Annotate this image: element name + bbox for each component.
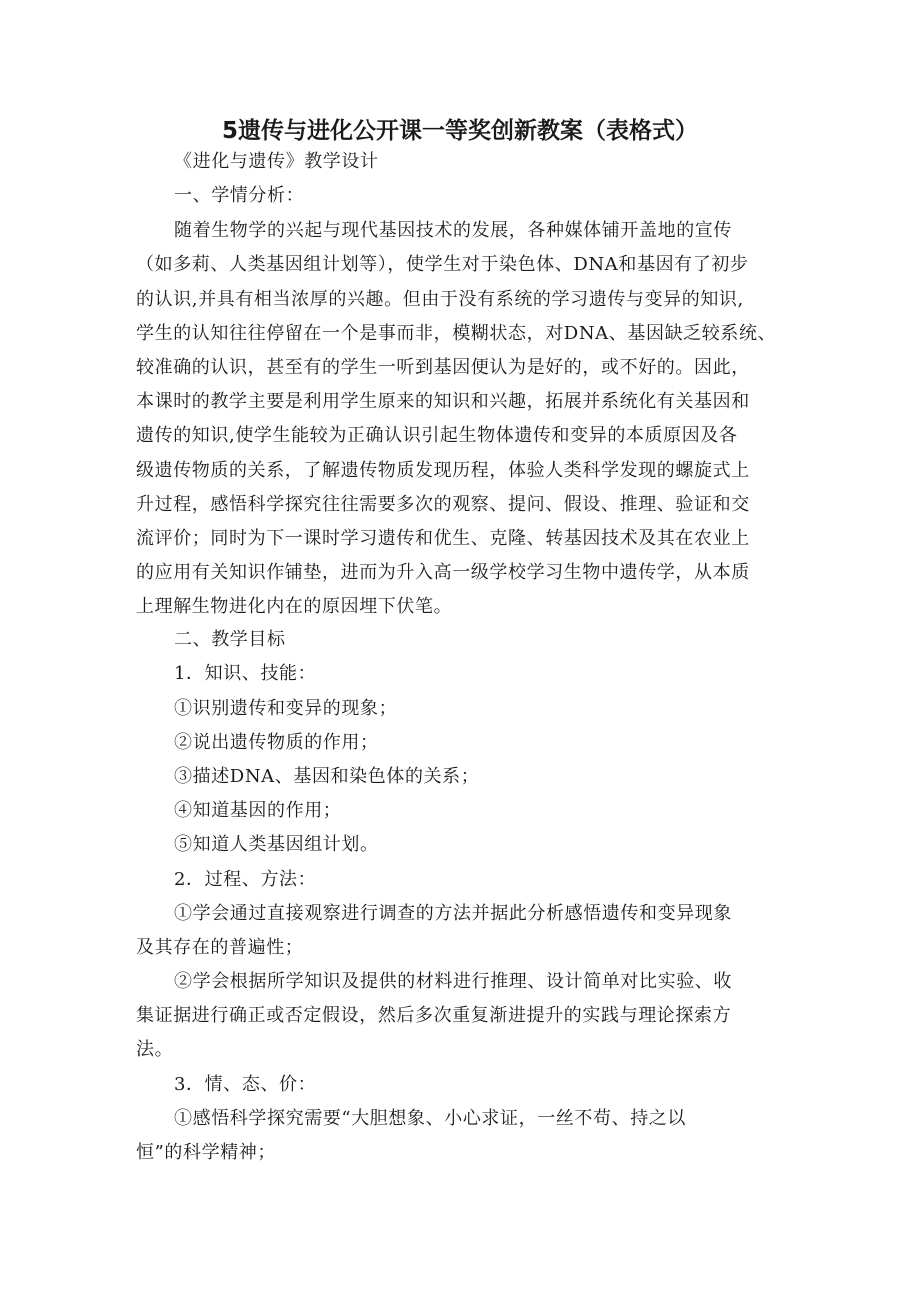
paragraph-line: 级遗传物质的关系，了解遗传物质发现历程，体验人类科学发现的螺旋式上 bbox=[136, 460, 750, 481]
subtitle: 《进化与遗传》教学设计 bbox=[174, 151, 379, 172]
paragraph-line: 遗传的知识,使学生能较为正确认识引起生物体遗传和变异的本质原因及各 bbox=[136, 425, 738, 446]
section-heading-goals: 二、教学目标 bbox=[174, 629, 286, 650]
paragraph-line: 的应用有关知识作铺垫，进而为升入高一级学校学习生物中遗传学，从本质 bbox=[136, 562, 750, 583]
list-item: ④知道基因的作用； bbox=[174, 800, 342, 821]
goal-heading-process: 2．过程、方法： bbox=[174, 869, 317, 890]
list-item: ②学会根据所学知识及提供的材料进行推理、设计简单对比实验、收 bbox=[174, 971, 732, 992]
paragraph-line: 随着生物学的兴起与现代基因技术的发展，各种媒体铺开盖地的宣传 bbox=[174, 220, 732, 241]
section-heading-analysis: 一、学情分析： bbox=[174, 185, 305, 206]
paragraph-line: 的认识,并具有相当浓厚的兴趣。但由于没有系统的学习遗传与变异的知识, bbox=[136, 289, 744, 310]
paragraph-line: 升过程，感悟科学探究往往需要多次的观察、提问、假设、推理、验证和交 bbox=[136, 494, 750, 515]
paragraph-line: 本课时的教学主要是利用学生原来的知识和兴趣，拓展并系统化有关基因和 bbox=[136, 391, 750, 412]
list-item-continuation: 恒”的科学精神； bbox=[136, 1142, 277, 1163]
paragraph-line: 学生的认知往往停留在一个是事而非，模糊状态，对DNA、基因缺乏较系统、 bbox=[136, 323, 777, 344]
list-item: ①识别遗传和变异的现象； bbox=[174, 698, 398, 719]
list-item-continuation: 及其存在的普遍性； bbox=[136, 937, 304, 958]
list-item: ⑤知道人类基因组计划。 bbox=[174, 834, 379, 855]
list-item: ②说出遗传物质的作用； bbox=[174, 732, 379, 753]
paragraph-line: 上理解生物进化内在的原因埋下伏笔。 bbox=[136, 596, 453, 617]
list-item: ③描述DNA、基因和染色体的关系； bbox=[174, 766, 480, 787]
paragraph-line: （如多莉、人类基因组计划等），使学生对于染色体、DNA和基因有了初步 bbox=[136, 254, 749, 275]
paragraph-line: 流评价；同时为下一课时学习遗传和优生、克隆、转基因技术及其在农业上 bbox=[136, 528, 750, 549]
list-item: ①学会通过直接观察进行调查的方法并据此分析感悟遗传和变异现象 bbox=[174, 903, 732, 924]
goal-heading-knowledge: 1．知识、技能： bbox=[174, 663, 317, 684]
document-title: 5遗传与进化公开课一等奖创新教案（表格式） bbox=[221, 118, 698, 144]
list-item: ①感悟科学探究需要“大胆想象、小心求证，一丝不苟、持之以 bbox=[174, 1108, 686, 1129]
goal-heading-attitude: 3．情、态、价： bbox=[174, 1074, 317, 1095]
list-item-continuation: 集证据进行确正或否定假设，然后多次重复渐进提升的实践与理论探索方 bbox=[136, 1005, 732, 1026]
list-item-continuation: 法。 bbox=[136, 1039, 174, 1060]
paragraph-line: 较准确的认识，甚至有的学生一听到基因便认为是好的，或不好的。因此， bbox=[136, 357, 750, 378]
